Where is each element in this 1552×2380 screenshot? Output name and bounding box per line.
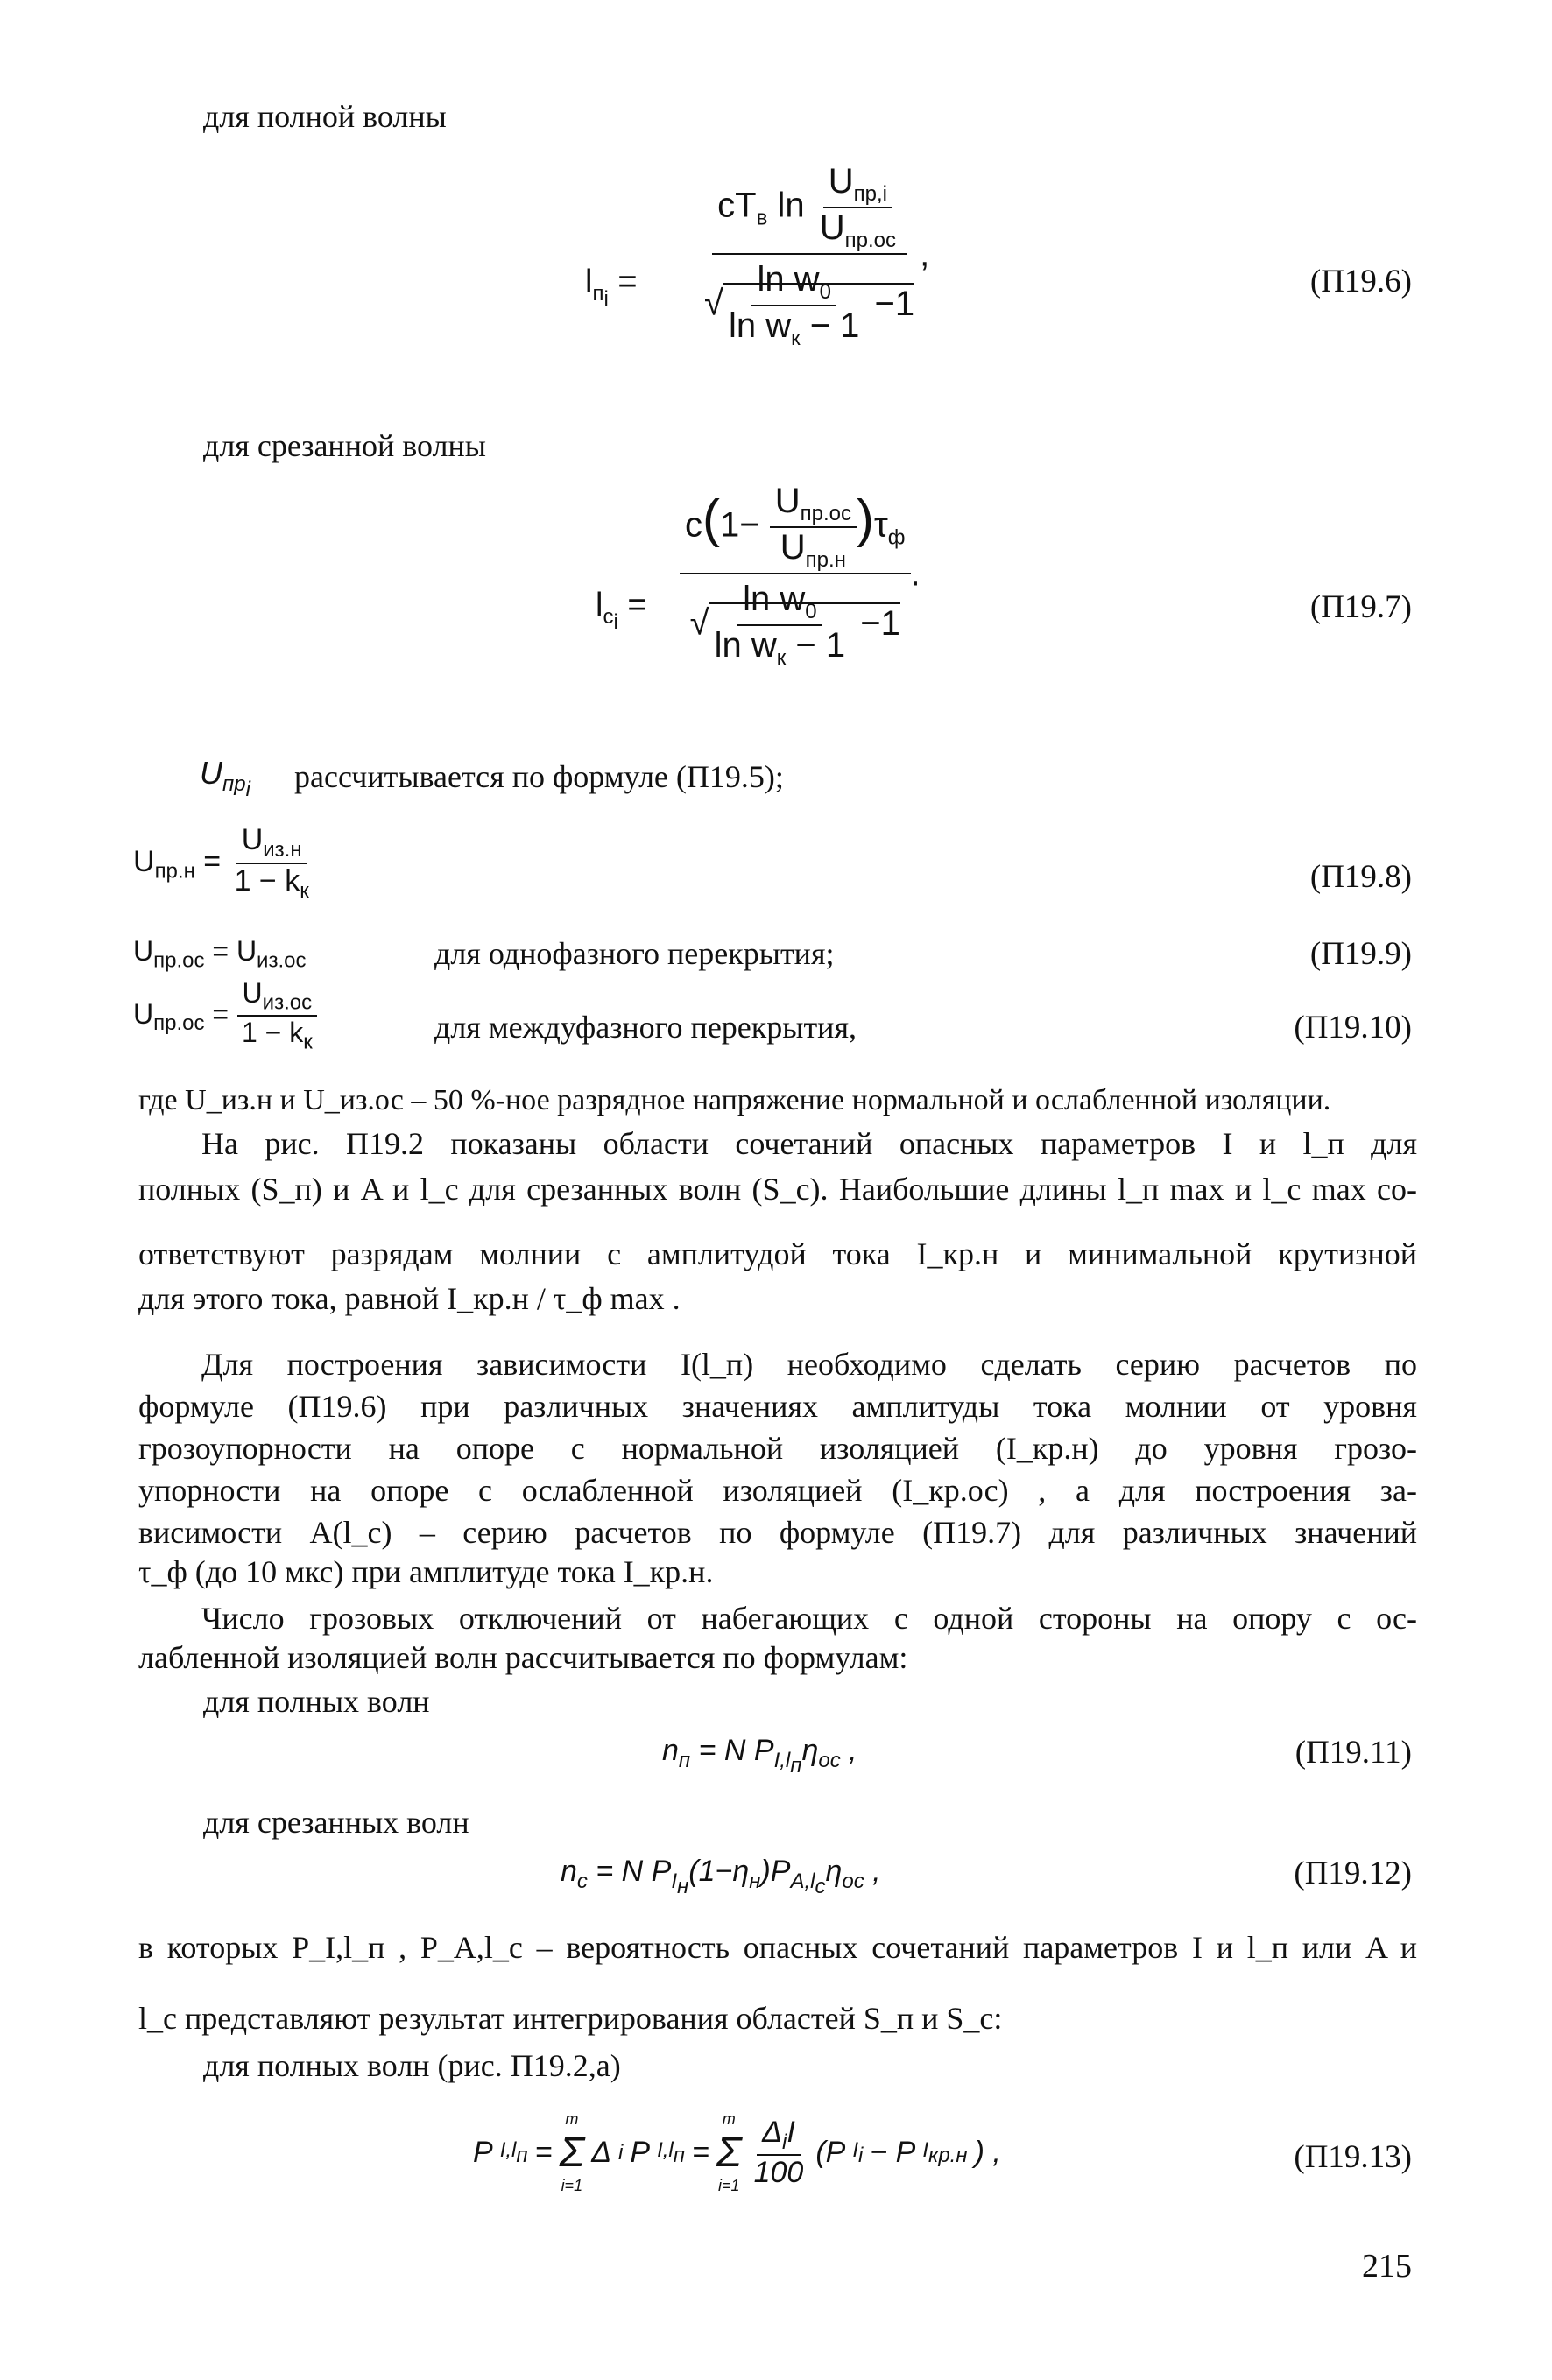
eq-number: (П19.6) [1309,264,1412,299]
paragraph-line: Число грозовых отключений от набегающих с одной стороны на опору с ос- [201,1601,1417,1636]
paragraph-line: формуле (П19.6) при различных значениях амплитуды тока молнии от уровня [138,1389,1417,1424]
full-wave-intro: для полной волны [203,99,447,134]
eq-number: (П19.12) [1294,1855,1412,1891]
formula-p19-11: $n_п = N$ $P_{I,l_п}\eta_{ос}$ , [662,1734,857,1778]
u-pr-symbol: $U_{пр_i}$ [200,755,250,801]
formula-p19-9: $U_{пр.ос} = U_{из.ос}$ [133,935,307,973]
single-phase-text: для однофазного перекрытия; [434,936,835,971]
formula-p19-13: P $I,l_п$ = m Σ i=1 Δ i P $I,l_п$ = m Σ i=1 $\frac{\Delta_iI}{100}$ (P $I_i$ − P $I_{кр.н}$ ) , [473,2110,1001,2194]
paragraph-line: висимости A(l_с) – серию расчетов по формуле (П19.7) для различных значений [138,1515,1417,1550]
formula-p19-7: $l_{с_i}$ = c(1− $\frac{U_{пр.ос}}{U_{пр.н}}$ )$\tau_ф$ √ $\frac{\ln w_0}{\ln w_к - 1}$ −1 . [596,482,921,670]
paragraph-line: в которых P_I,l_п , P_A,l_с – вероятность опасных сочетаний параметров I и l_п или A и [138,1930,1417,1965]
full-waves-fig-label: для полных волн (рис. П19.2,а) [203,2048,621,2083]
inter-phase-text: для междуфазного перекрытия, [434,1010,857,1045]
paragraph-line: грозоупорности на опоре с нормальной изоляцией (I_кр.н) до уровня грозо- [138,1431,1417,1466]
paragraph-line: На рис. П19.2 показаны области сочетаний опасных параметров I и l_п для [201,1126,1417,1161]
paragraph-line: Для построения зависимости I(l_п) необходимо сделать серию расчетов по [201,1347,1417,1382]
paragraph-line: упорности на опоре с ослабленной изоляцией (I_кр.ос) , а для построения за- [138,1473,1417,1508]
eq-number: (П19.9) [1309,936,1412,972]
cut-waves-label: для срезанных волн [203,1805,469,1840]
paragraph-line: для этого тока, равной I_кр.н / τ_ф max . [138,1281,681,1316]
eq-number: (П19.7) [1309,589,1412,625]
paragraph-line: τ_ф (до 10 мкс) при амплитуде тока I_кр.н. [138,1554,714,1589]
paragraph-line: l_с представляют результат интегрирования областей S_п и S_с: [138,2001,1003,2036]
formula-p19-12: $n_с = N$ $P_{I_н}(1-\eta_н)P_{A,l_с}\eta_{ос}$ , [561,1855,881,1898]
formula-p19-6: $l_{п_i}$ = $cT_в$ ln $\frac{U_{пр,i}}{U_{пр.ос}}$ √ $\frac{\ln w_0}{\ln w_к - 1}$ −1 , [585,162,930,350]
formula-p19-8: $U_{пр.н}$ = $\frac{U_{из.н}}{1 - k_к}$ [133,823,309,903]
eq-number: (П19.10) [1294,1010,1412,1046]
u-ref-text: рассчитывается по формуле (П19.5); [294,759,784,794]
eq-number: (П19.11) [1295,1735,1412,1771]
full-waves-label: для полных волн [203,1684,430,1719]
formula-p19-10: $U_{пр.ос}$ = $\frac{U_{из.ос}}{1 - k_к}$ [133,977,318,1055]
cut-wave-intro: для срезанной волны [203,428,486,463]
paragraph-line: ответствуют разрядам молнии с амплитудой тока I_кр.н и минимальной крутизной [138,1236,1417,1271]
paragraph-line: полных (S_п) и A и l_с для срезанных волн (S_с). Наибольшие длины l_п max и l_с max со- [138,1172,1417,1207]
eq-number: (П19.8) [1309,859,1412,895]
eq-number: (П19.13) [1294,2139,1412,2175]
page-number: 215 [1362,2248,1412,2285]
where-line: где U_из.н и U_из.ос – 50 %-ное разрядное напряжение нормальной и ослабленной изоляции. [138,1084,1331,1116]
paragraph-line: лабленной изоляцией волн рассчитывается по формулам: [138,1640,908,1675]
